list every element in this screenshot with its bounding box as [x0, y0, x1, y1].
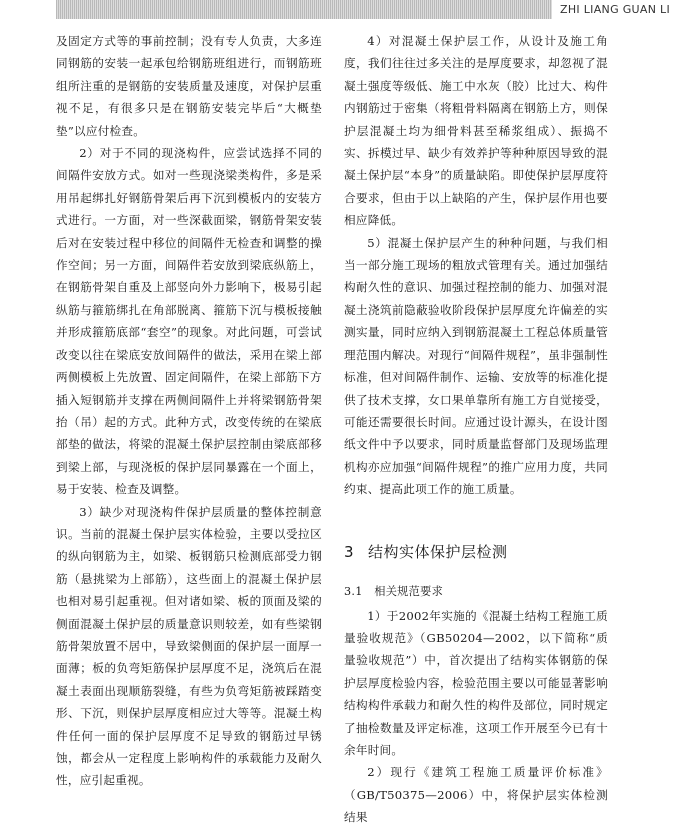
left-column — [56, 30, 322, 792]
header-rule — [56, 0, 674, 19]
paragraph-item-5: 5）混凝土保护层产生的种种问题，与我们相当一部分施工现场的粗放式管理有关。通过加强结构耐久性的意识、加强过程控制的能力、加强对混凝土浇筑前隐蔽验收阶段保护层厚度允许偏差的实测实量，同时应纳入到钢筋混凝土工程总体质量管理范围内解决。对现行“间隔件规程”，虽非强制性标准，但对间隔件制作、运输、安放等的标准化提供了技术支撑，女口果单靠所有施工方自觉接受，可能还需要很长时间。应通过设计源头，在设计图纸文件中予以要求，同时质量监督部门及现场监理机构亦应加强“间隔件规程”的推广应用力度，共同约束、提高此项工作的施工质量。 — [344, 235, 608, 497]
paragraph-item-3: 3）缺少对现浇构件保护层质量的整体控制意识。当前的混凝土保护层实体检验，主要以受拉区的纵向钢筋为主，如梁、板钢筋只检测底部受力钢筋（悬挑梁为上部筋），这些面上的混凝土保护层也相对易引起重视。但对诸如梁、板的顶面及梁的侧面混凝土保护层的质量意识则较差，如有些梁钢筋骨架放置不居中，导致梁侧面的保护层一面厚一面薄；板的负弯矩筋保护层厚度不足，浇筑后在混凝土表面出现顺筋裂缝，有些为负弯矩筋被踩踏变形、下沉，则保护层厚度相应过大等等。混凝土构件任何一面的保护层厚度不足导致的钢筋过早锈蚀，都会从一定程度上影响构件的承载能力及耐久性，应引起重视。 — [56, 504, 322, 788]
paragraph-item-2: 2）对于不同的现浇构件，应尝试选择不同的间隔件安放方式。如对一些现浇梁类构件，多是采用吊起绑扎好钢筋骨架后再下沉到模板内的安装方式进行。一方面，对一些深截面梁，钢筋骨架安装后对在安装过程中移位的间隔件无检查和调整的操作空间；另一方面，间隔件若安放到梁底纵筋上，在钢筋骨架自重及上部竖向外力影响下，极易引起纵筋与箍筋绑扎在角部脱离、箍筋下沉与模板接触并形成箍筋底部“套空”的现象。对此问题，可尝试改变以往在梁底安放间隔件的做法，采用在梁上部两侧模板上先放置、固定间隔件，在梁上部筋下方插入短钢筋并支撑在两侧间隔件上并将梁钢筋骨架抬（吊）起的方式。此种方式，改变传统的在梁底部垫的做法，将梁的混凝土保护层控制由梁底部移到梁上部，与现浇板的保护层同暴露在一个面上，易于安装、检查及调整。 — [56, 146, 322, 497]
right-column — [344, 30, 608, 829]
paragraph-item-4: 4）对混凝土保护层工作，从设计及施工角度，我们往往过多关注的是厚度要求，却忽视了混凝土强度等级低、施工中水灰（胶）比过大、构件内钢筋过于密集（将粗骨料隔离在钢筋上方，则保护层混凝土均为细骨料甚至稀浆组成）、振捣不实、拆模过早、缺少有效养护等种种原因导致的混凝土保护层“本身”的质量缺陷。即使保护层厚度符合要求，但由于以上缺陷的产生，保护层作用也要相应降低。 — [344, 34, 608, 228]
section-title: 结构实体保护层检测 — [368, 542, 508, 561]
paragraph-spec-1: 1）于2002年实施的《混凝土结构工程施工质量验收规范》（GB50204—2002，以下简称“质量验收规范”）中，首次提出了结构实体钢筋的保护层厚度检验内容，检验范围主要以可能显著影响结构构件承载力和耐久性的构件及部位，同时规定了抽检数量及评定标准，这项工作开展至今已有十余年时间。 — [344, 608, 608, 757]
subsection-title: 相关规范要求 — [374, 584, 444, 598]
section-heading — [344, 541, 608, 563]
subsection-number: 3.1 — [344, 584, 363, 598]
paragraph-spec-2: 2）现行《建筑工程施工质量评价标准》（GB/T50375—2006）中，将保护层实体检测结果 — [344, 765, 608, 825]
subsection-heading — [344, 581, 608, 603]
section-number: 3 — [344, 542, 355, 561]
running-header: ZHI LIANG GUAN LI — [552, 0, 674, 19]
paragraph-continuation: 及固定方式等的事前控制；没有专人负责，大多连同钢筋的安装一起承包给钢筋班组进行，而钢筋班组所注重的是钢筋的安装质量及速度，对保护层重视不足，有很多只是在钢筋安装完毕后“大概垫垫”以应付检查。 — [56, 34, 322, 138]
